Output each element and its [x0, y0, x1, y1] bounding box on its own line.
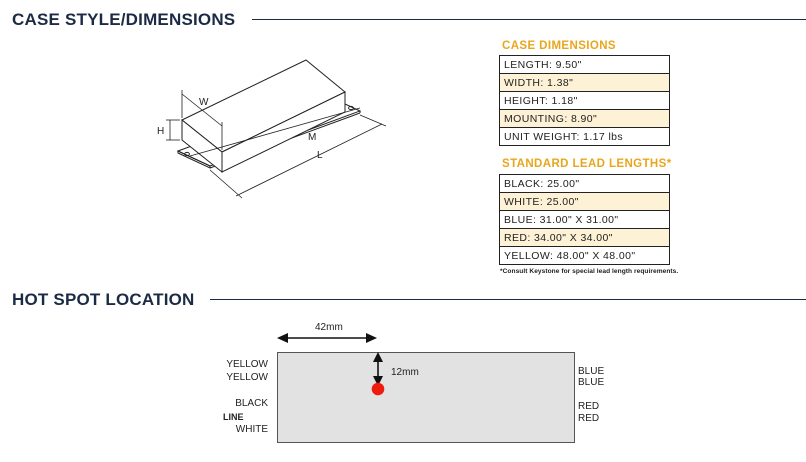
lead-yellow: YELLOW: 48.00" X 48.00" [500, 247, 670, 265]
hot-spot-title-rule [210, 299, 806, 300]
case-title-rule [252, 19, 806, 20]
ballast-outline [277, 352, 575, 443]
left-label-yellow-1: YELLOW [226, 359, 268, 370]
case-dimensions-heading: CASE DIMENSIONS [502, 40, 616, 52]
lead-black: BLACK: 25.00" [500, 175, 670, 193]
case-style-title: CASE STYLE/DIMENSIONS [12, 10, 236, 29]
h-label: H [157, 126, 165, 137]
lead-white: WHITE: 25.00" [500, 193, 670, 211]
vertical-dimension-arrow [371, 352, 385, 386]
lead-red: RED: 34.00" X 34.00" [500, 229, 670, 247]
case-dim-length: LENGTH: 9.50" [500, 56, 670, 74]
horizontal-dimension-label: 42mm [315, 322, 343, 333]
lead-lengths-table [499, 174, 670, 265]
case-dim-mounting: MOUNTING: 8.90" [500, 110, 670, 128]
case-dimensions-table [499, 55, 670, 146]
right-label-blue-1: BLUE [578, 366, 605, 377]
case-drawing [150, 50, 410, 200]
horizontal-dimension-arrow [277, 331, 377, 345]
left-label-white: WHITE [235, 424, 268, 435]
lead-lengths-heading: STANDARD LEAD LENGTHS* [502, 158, 672, 170]
left-label-black: BLACK [235, 398, 268, 409]
case-dim-width: WIDTH: 1.38" [500, 74, 670, 92]
lead-blue: BLUE: 31.00" X 31.00" [500, 211, 670, 229]
left-label-yellow-2: YELLOW [226, 372, 268, 383]
right-label-red-1: RED [578, 401, 600, 412]
hot-spot-marker [371, 382, 385, 396]
m-label: M [308, 132, 317, 143]
right-label-blue-2: BLUE [578, 377, 605, 388]
lead-footnote: *Consult Keystone for special lead length requirements. [500, 268, 679, 275]
w-label: W [199, 97, 209, 108]
right-label-red-2: RED [578, 413, 600, 424]
case-dim-height: HEIGHT: 1.18" [500, 92, 670, 110]
left-label-line: LINE [223, 412, 244, 422]
hot-spot-title: HOT SPOT LOCATION [12, 290, 195, 309]
case-dim-weight: UNIT WEIGHT: 1.17 lbs [500, 128, 670, 146]
l-label: L [317, 150, 323, 161]
vertical-dimension-label: 12mm [391, 367, 419, 378]
